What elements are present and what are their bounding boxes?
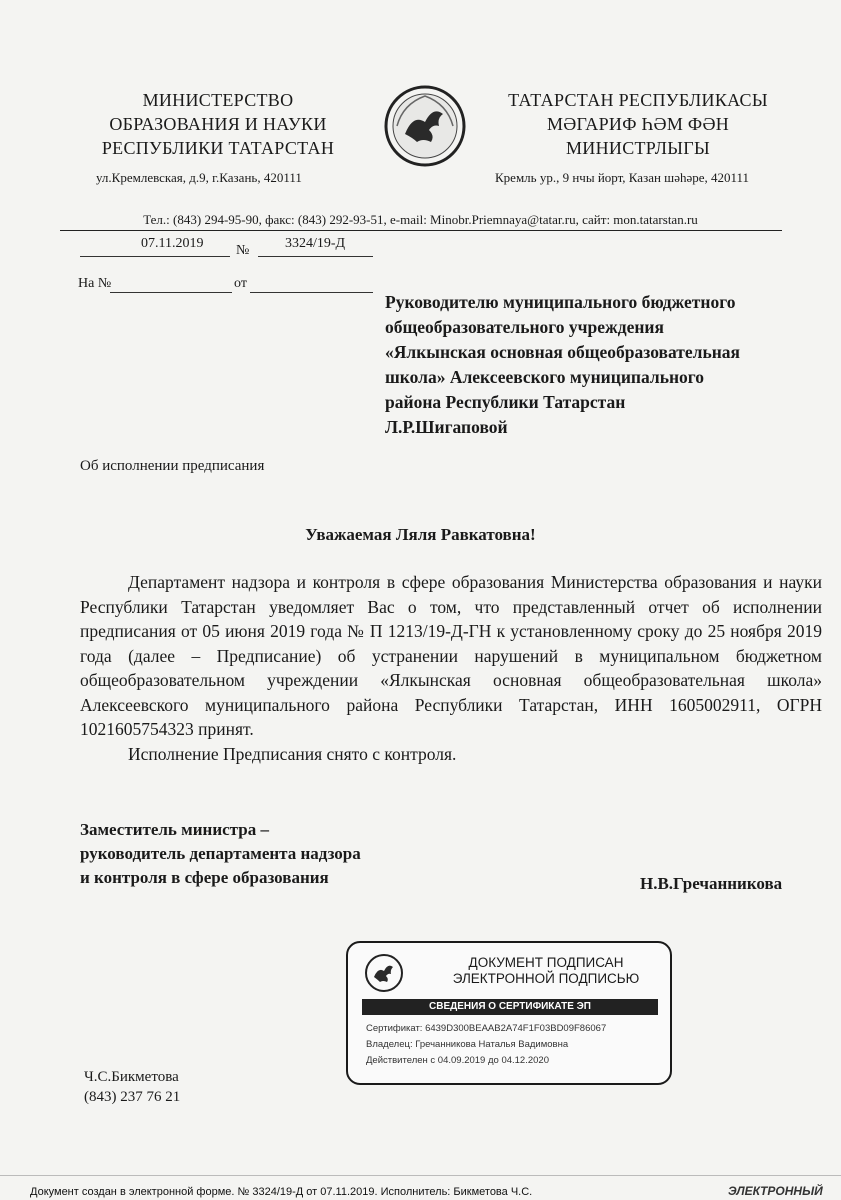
stamp-title: [436, 955, 656, 987]
signer-position-line: руководитель департамента надзора: [80, 844, 361, 863]
footer-divider: [0, 1175, 841, 1176]
registration-number: 3324/19-Д: [285, 236, 346, 251]
body-paragraph: Исполнение Предписания снято с контроля.: [128, 743, 457, 764]
signer-position-line: и контроля в сфере образования: [80, 868, 329, 887]
reference-label: На №: [78, 276, 112, 291]
executor-block: [84, 1067, 180, 1107]
addressee-line: «Ялкынская основная общеобразовательная: [385, 342, 741, 362]
ministry-name-line: МӘГАРИФ ҺӘМ ФӘН: [546, 114, 730, 134]
contacts-line: Тел.: (843) 294-95-90, факс: (843) 292-93-51, e-mail: Minobr.Priemnaya@tatar.ru, сайт: mon.tatarstan.ru: [143, 212, 698, 227]
stamp-title-line: ДОКУМЕНТ ПОДПИСАН: [468, 955, 624, 970]
stamp-title-line: ЭЛЕКТРОННОЙ ПОДПИСЬЮ: [452, 971, 640, 986]
number-underline: [258, 256, 373, 257]
letter-body: [80, 570, 822, 766]
address-tatar: Кремль ур., 9 нчы йорт, Казан шәһәре, 420111: [495, 170, 750, 185]
executor-name: Ч.С.Бикметова: [84, 1069, 179, 1085]
reference-from-label: от: [234, 276, 247, 291]
certificate-validity: Действителен с 04.09.2019 до 04.12.2020: [366, 1055, 549, 1066]
address-russian: ул.Кремлевская, д.9, г.Казань, 420111: [96, 170, 302, 185]
subject-line: Об исполнении предписания: [80, 458, 265, 474]
ministry-name-russian: [78, 88, 358, 160]
addressee-line: Л.Р.Шигаповой: [385, 417, 508, 437]
registration-date: 07.11.2019: [141, 236, 204, 251]
emblem-small-icon: [364, 953, 404, 993]
greeting: Уважаемая Ляля Равкатовна!: [305, 525, 536, 544]
certificate-number: Сертификат: 6439D300BEAAB2A74F1F03BD09F86067: [366, 1023, 607, 1034]
number-label: №: [236, 243, 250, 258]
header-divider: [60, 230, 782, 231]
addressee-line: школа» Алексеевского муниципального: [385, 367, 705, 387]
addressee-line: Руководителю муниципального бюджетного: [385, 292, 736, 312]
body-paragraph: Департамент надзора и контроля в сфере образования Министерства образования и науки Республики Татарстан уведомляет Вас о том, что представленный отчет об исполнении предписания от 05 июня 2019 года № П 1213/19-Д-ГН к установленному сроку до 25 ноября 2019 года (далее – Предписание) об устранении нарушений в муниципальном бюджетном общеобразовательном учреждении «Ялкынская основная общеобразовательная школа» Алексеевского муниципального района Республики Татарстан, ИНН 1605002911, ОГРН 1021605754323 принят.: [80, 572, 822, 739]
ministry-name-line: ОБРАЗОВАНИЯ И НАУКИ: [109, 114, 327, 134]
certificate-owner: Владелец: Гречанникова Наталья Вадимовна: [366, 1039, 569, 1050]
footer-text: Документ создан в электронной форме. № 3324/19-Д от 07.11.2019. Исполнитель: Бикметова Ч.С.: [30, 1186, 533, 1198]
signer-position: [80, 818, 361, 890]
signer-name: Н.В.Гречанникова: [640, 874, 783, 893]
ministry-name-line: РЕСПУБЛИКИ ТАТАРСТАН: [101, 138, 335, 158]
reference-underline: [110, 292, 232, 293]
ministry-name-line: МИНИСТЕРСТВО: [142, 90, 294, 110]
addressee-block: [385, 290, 815, 440]
date-underline: [80, 256, 230, 257]
addressee-line: района Республики Татарстан: [385, 392, 626, 412]
certificate-info-bar: СВЕДЕНИЯ О СЕРТИФИКАТЕ ЭП: [362, 999, 658, 1015]
ministry-name-tatar: [478, 88, 798, 160]
electronic-signature-stamp: [346, 941, 672, 1085]
ministry-name-line: ТАТАРСТАН РЕСПУБЛИКАСЫ: [508, 90, 768, 110]
tatarstan-emblem-icon: [383, 84, 467, 168]
footer-brand: ЭЛЕКТРОННЫЙ: [728, 1184, 823, 1198]
addressee-line: общеобразовательного учреждения: [385, 317, 664, 337]
executor-phone: (843) 237 76 21: [84, 1089, 181, 1105]
ministry-name-line: МИНИСТРЛЫГЫ: [566, 138, 710, 158]
signer-position-line: Заместитель министра –: [80, 820, 269, 839]
reference-from-underline: [250, 292, 373, 293]
